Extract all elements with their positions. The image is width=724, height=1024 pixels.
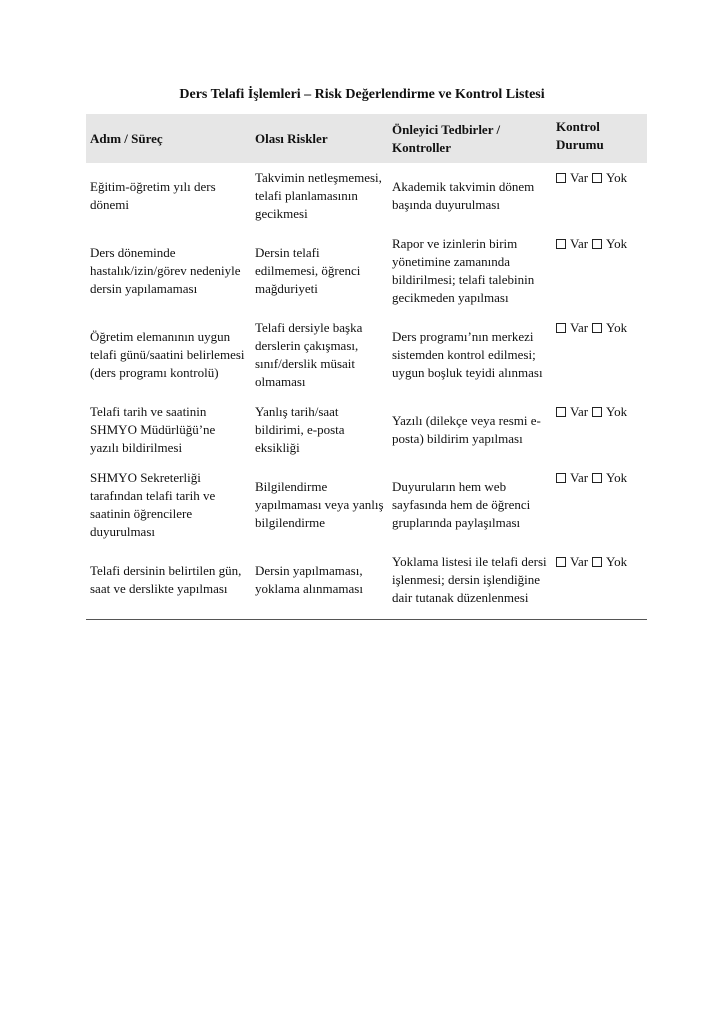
checkbox-yok[interactable]	[592, 407, 602, 417]
option-yok[interactable]	[592, 319, 627, 337]
option-yok[interactable]	[592, 403, 627, 421]
header-step: Adım / Süreç	[86, 114, 251, 163]
control-status-cell	[552, 313, 647, 397]
control-status-cell	[552, 397, 647, 463]
checkbox-var[interactable]	[556, 173, 566, 183]
table-row	[86, 397, 647, 463]
option-yok[interactable]	[592, 235, 627, 253]
option-var[interactable]	[556, 169, 588, 187]
option-var[interactable]	[556, 319, 588, 337]
risk-cell: Bilgilendirme yapılmaması veya yanlış bilgilendirme	[255, 479, 384, 530]
option-var[interactable]	[556, 469, 588, 487]
checkbox-var[interactable]	[556, 557, 566, 567]
checkbox-var[interactable]	[556, 239, 566, 249]
step-cell: Ders döneminde hastalık/izin/görev nedeniyle dersin yapılamaması	[90, 245, 241, 296]
risk-cell: Yanlış tarih/saat bildirimi, e-posta eksikliği	[255, 404, 345, 455]
option-var[interactable]	[556, 403, 588, 421]
checkbox-label-yok: Yok	[606, 470, 628, 485]
risk-cell: Dersin telafi edilmemesi, öğrenci mağduriyeti	[255, 245, 361, 296]
checkbox-var[interactable]	[556, 473, 566, 483]
checkbox-yok[interactable]	[592, 473, 602, 483]
table-row	[86, 163, 647, 229]
checkbox-var[interactable]	[556, 407, 566, 417]
step-cell: Eğitim-öğretim yılı ders dönemi	[90, 179, 216, 212]
control-status-cell	[552, 463, 647, 547]
measure-cell: Rapor ve izinlerin birim yönetimine zamanında bildirilmesi; telafi talebinin gecikmeden yapılması	[392, 236, 535, 305]
checkbox-label-var: Var	[570, 320, 589, 335]
table-row	[86, 463, 647, 547]
table-row	[86, 229, 647, 313]
header-measures: Önleyici Tedbirler / Kontroller	[388, 114, 552, 163]
option-var[interactable]	[556, 553, 588, 571]
checkbox-yok[interactable]	[592, 557, 602, 567]
risk-cell: Dersin yapılmaması, yoklama alınmaması	[251, 547, 388, 620]
checkbox-label-var: Var	[570, 170, 589, 185]
measure-cell: Yazılı (dilekçe veya resmi e-posta) bildirim yapılması	[392, 413, 541, 446]
checkbox-label-var: Var	[570, 236, 589, 251]
step-cell: SHMYO Sekreterliği tarafından telafi tarih ve saatinin öğrencilere duyurulması	[90, 470, 216, 539]
checkbox-label-yok: Yok	[606, 236, 628, 251]
table-row	[86, 547, 647, 620]
checkbox-yok[interactable]	[592, 323, 602, 333]
table-row	[86, 313, 647, 397]
measure-cell: Akademik takvimin dönem başında duyurulması	[392, 179, 535, 212]
checkbox-label-yok: Yok	[606, 404, 628, 419]
risk-cell: Takvimin netleşmemesi, telafi planlamasının gecikmesi	[255, 170, 382, 221]
measure-cell: Duyuruların hem web sayfasında hem de öğrenci gruplarında paylaşılması	[392, 479, 531, 530]
checkbox-yok[interactable]	[592, 173, 602, 183]
option-yok[interactable]	[592, 169, 627, 187]
measure-cell: Ders programı’nın merkezi sistemden kontrol edilmesi; uygun boşluk teyidi alınması	[392, 329, 543, 380]
table-header-row	[86, 114, 647, 163]
checkbox-label-var: Var	[570, 404, 589, 419]
step-cell: Öğretim elemanının uygun telafi günü/saatini belirlemesi (ders programı kontrolü)	[90, 329, 245, 380]
option-yok[interactable]	[592, 469, 627, 487]
checkbox-yok[interactable]	[592, 239, 602, 249]
checkbox-label-yok: Yok	[606, 170, 628, 185]
document-title: Ders Telafi İşlemleri – Risk Değerlendirme ve Kontrol Listesi	[179, 87, 545, 102]
checkbox-label-var: Var	[570, 470, 589, 485]
checkbox-label-yok: Yok	[606, 320, 628, 335]
control-status-cell	[552, 547, 647, 620]
risk-cell: Telafi dersiyle başka derslerin çakışması, sınıf/derslik müsait olmaması	[255, 320, 363, 389]
measure-cell: Yoklama listesi ile telafi dersi işlenmesi; dersin işlendiğine dair tutanak düzenlenmesi	[388, 547, 552, 620]
option-var[interactable]	[556, 235, 588, 253]
header-risks: Olası Riskler	[251, 114, 388, 163]
step-cell: Telafi dersinin belirtilen gün, saat ve derslikte yapılması	[86, 547, 251, 620]
header-control-status: Kontrol Durumu	[552, 114, 647, 163]
risk-table	[86, 114, 647, 620]
step-cell: Telafi tarih ve saatinin SHMYO Müdürlüğü’ne yazılı bildirilmesi	[90, 404, 216, 455]
checkbox-var[interactable]	[556, 323, 566, 333]
control-status-cell	[552, 229, 647, 313]
checkbox-label-var: Var	[570, 554, 589, 569]
option-yok[interactable]	[592, 553, 627, 571]
table-body	[86, 163, 647, 620]
checkbox-label-yok: Yok	[606, 554, 628, 569]
control-status-cell	[552, 163, 647, 229]
